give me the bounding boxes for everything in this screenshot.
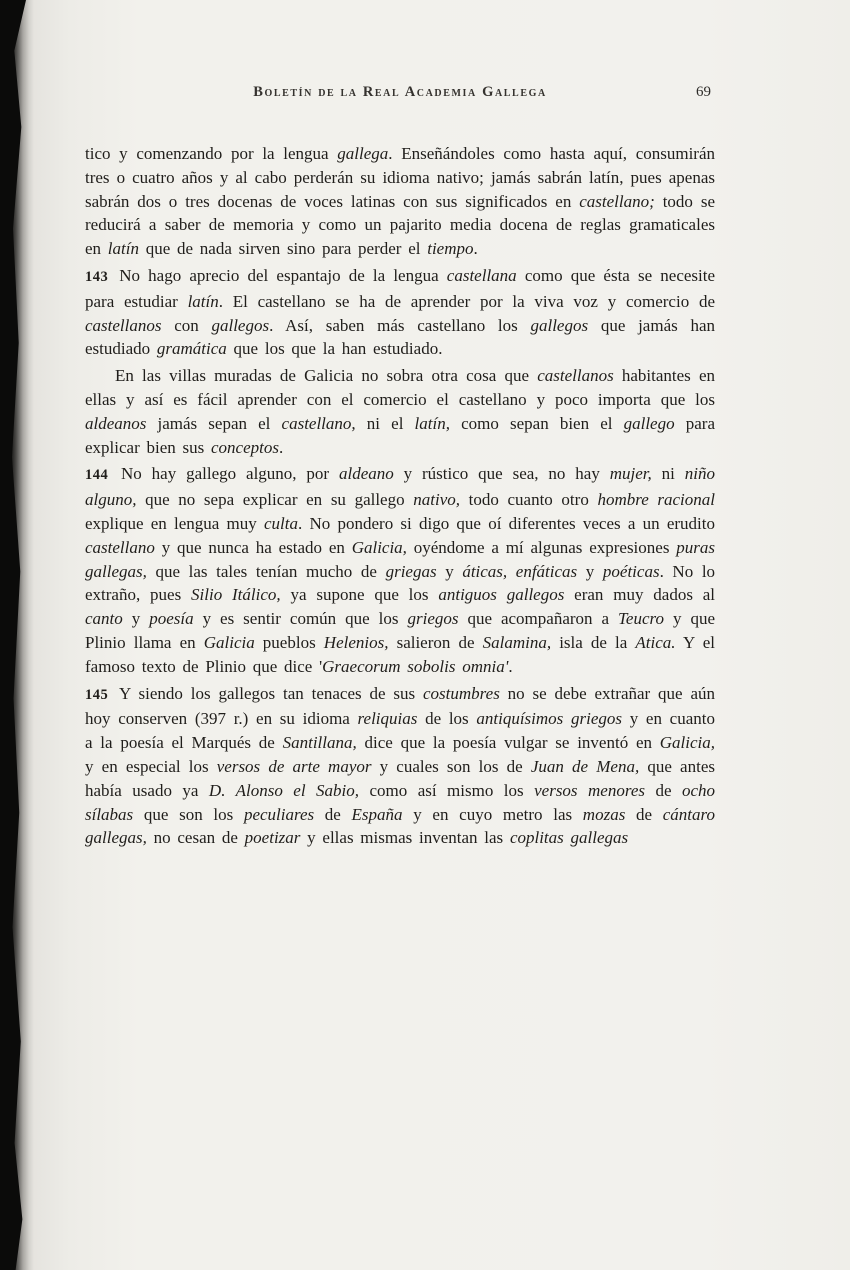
italic-text: niño alguno, <box>85 464 716 510</box>
body-text: isla de la <box>551 632 636 652</box>
italic-text: castellana <box>446 265 517 285</box>
body-text: explique en lengua muy <box>85 513 265 533</box>
italic-text: peculiares <box>243 804 315 824</box>
body-text: . <box>278 437 284 457</box>
italic-text: nativo, <box>413 490 460 510</box>
body-text: pueblos <box>254 632 324 652</box>
body-text: salieron de <box>388 632 483 652</box>
body-text: jamás sepan el <box>146 413 282 433</box>
italic-text: griegos <box>407 609 459 629</box>
italic-text: conceptos <box>211 437 279 457</box>
body-text: para explicar bien sus <box>85 413 715 457</box>
body-text: y <box>436 561 463 581</box>
body-text: como sepan bien el <box>449 413 624 433</box>
body-text: ya supone que los <box>280 585 439 605</box>
paragraph-number: 143 <box>85 268 117 285</box>
italic-text: gallego <box>623 413 675 433</box>
body-text: ni <box>651 464 685 484</box>
paragraph-number: 144 <box>85 467 119 484</box>
paragraph-number: 145 <box>85 686 116 703</box>
body-text: . Enseñándoles como hasta aquí, consumirán tres o cuatro años y al cabo perderán su idioma nativo; jamás sabrán latín, pues apenas sabrán dos o tres docenas de voces latinas con sus significados en <box>85 144 716 211</box>
italic-text: cántaro gallegas, <box>85 804 715 848</box>
paragraph <box>85 364 715 459</box>
body-text: habitantes en ellas y así es fácil aprender con el comercio el castellano y poco importa que los <box>85 366 715 409</box>
italic-text: antiguos gallegos <box>438 585 565 605</box>
body-text: que acompañaron a <box>458 609 619 629</box>
italic-text: aldeanos <box>85 413 147 433</box>
page-body <box>85 142 715 850</box>
italic-text: hombre racional <box>597 490 715 510</box>
body-text: de <box>314 804 352 824</box>
italic-text: Galicia, <box>351 537 407 557</box>
body-text: que no sepa explicar en su gallego <box>136 490 414 510</box>
italic-text: castellano, <box>281 413 356 433</box>
italic-text: castellanos <box>85 315 162 335</box>
italic-text: canto <box>85 609 123 629</box>
italic-text: Teucro <box>618 609 665 629</box>
italic-text: poesía <box>149 609 194 629</box>
body-text: y en cuanto a la poesía el Marqués de <box>85 709 716 753</box>
body-text: y en cuyo metro las <box>402 804 583 824</box>
italic-text: gallegos <box>211 315 270 335</box>
italic-text: castellano; <box>579 191 655 211</box>
body-text: . Así, saben más castellano los <box>269 315 531 335</box>
italic-text: Graecorum sobolis omnia' <box>322 656 509 676</box>
body-text: que son los <box>133 804 244 824</box>
body-text: de <box>644 780 682 800</box>
body-text: . <box>473 239 478 259</box>
body-text: y cuales son los de <box>371 756 531 776</box>
body-text: En las villas muradas de Galicia no sobra otra cosa que <box>115 366 538 386</box>
italic-text: Juan de Mena, <box>530 756 640 776</box>
body-text: que antes había usado ya <box>85 756 715 800</box>
paragraph <box>85 462 715 678</box>
body-text: eran muy dados al <box>564 585 716 605</box>
body-text: y rústico que sea, no hay <box>393 464 610 484</box>
body-text: y en especial los <box>85 756 217 776</box>
paragraph <box>85 142 715 261</box>
italic-text: costumbres <box>423 683 500 703</box>
body-text: tico y comenzando por la lengua <box>85 144 338 163</box>
page-number: 69 <box>696 84 711 100</box>
body-text: ni el <box>355 413 415 433</box>
italic-text: coplitas gallegas <box>509 828 629 848</box>
italic-text: áticas, enfáticas <box>462 561 578 581</box>
italic-text: latín, <box>414 413 450 433</box>
body-text: dice que la poesía vulgar se inventó en <box>356 733 660 753</box>
italic-text: mujer, <box>609 464 652 484</box>
body-text: como que ésta se necesite para estudiar <box>85 265 716 311</box>
italic-text: Silio Itálico, <box>191 585 281 605</box>
body-text: Y el famoso texto de Plinio que dice ' <box>85 632 716 676</box>
italic-text: Galicia, <box>659 733 716 753</box>
italic-text: aldeano <box>338 464 394 484</box>
paragraph <box>85 264 715 361</box>
body-text: Y siendo los gallegos tan tenaces de sus <box>119 683 423 703</box>
body-text: . No lo extraño, pues <box>85 561 716 605</box>
body-text: no se debe extrañar que aún hoy conserven (397 r.) en su idioma <box>85 683 716 729</box>
italic-text: castellano <box>85 537 155 557</box>
italic-text: gramática <box>156 339 227 359</box>
body-text: que jamás han estudiado <box>85 315 715 359</box>
italic-text: Galicia <box>203 632 255 652</box>
italic-text: poéticas <box>602 561 660 581</box>
body-text: no cesan de <box>146 828 245 848</box>
body-text: como así mismo los <box>359 780 535 800</box>
running-header <box>85 84 715 106</box>
body-text: y es sentir común que los <box>193 609 408 629</box>
body-text: . El castellano se ha de aprender por la viva voz y comercio de <box>218 291 715 311</box>
body-text: y que nunca ha estado en <box>154 537 352 557</box>
body-text: No hay gallego alguno, por <box>121 464 339 484</box>
italic-text: gallega <box>337 144 389 163</box>
italic-text: tiempo <box>427 239 474 259</box>
body-text: de los <box>417 709 477 729</box>
body-text: que de nada sirven sino para perder el <box>138 239 428 259</box>
italic-text: reliquias <box>357 709 418 729</box>
body-text: y ellas mismas inventan las <box>300 828 510 848</box>
italic-text: D. Alonso el Sabio, <box>208 780 359 800</box>
italic-text: versos de arte mayor <box>216 756 372 776</box>
body-text: que las tales tenían mucho de <box>146 561 386 581</box>
italic-text: mozas <box>582 804 626 824</box>
italic-text: latín <box>187 291 219 311</box>
italic-text: poetizar <box>244 828 301 848</box>
journal-title: Boletín de la Real Academia Gallega <box>253 84 547 100</box>
body-text: . <box>508 656 513 676</box>
body-text: oyéndome a mí algunas expresiones <box>406 537 677 557</box>
italic-text: Santillana, <box>282 733 357 753</box>
book-binding-shadow <box>0 0 34 1270</box>
body-text: de <box>625 804 663 824</box>
body-text: y <box>122 609 150 629</box>
italic-text: culta <box>264 513 299 533</box>
italic-text: latín <box>107 239 139 259</box>
italic-text: griegas <box>385 561 437 581</box>
italic-text: España <box>351 804 403 824</box>
italic-text: Atica. <box>635 632 676 652</box>
body-text: No hago aprecio del espantajo de la lengua <box>119 265 447 285</box>
body-text: con <box>161 315 212 335</box>
italic-text: puras gallegas, <box>85 537 715 581</box>
body-text: que los que la han estudiado. <box>226 339 443 359</box>
italic-text: Helenios, <box>323 632 389 652</box>
body-text: todo se reducirá a saber de memoria y como un pajarito media docena de reglas gramaticales en <box>85 191 715 259</box>
body-text: y que Plinio llama en <box>85 609 715 652</box>
paragraph <box>85 682 715 851</box>
body-text: todo cuanto otro <box>460 490 598 510</box>
italic-text: gallegos <box>530 315 589 335</box>
italic-text: antiquísimos griegos <box>476 709 623 729</box>
italic-text: castellanos <box>537 366 614 386</box>
italic-text: Salamina, <box>482 632 552 652</box>
italic-text: versos menores <box>534 780 645 800</box>
page-content <box>85 84 715 853</box>
body-text: . No pondero si digo que oí diferentes veces a un erudito <box>298 513 715 533</box>
italic-text: ocho sílabas <box>85 780 716 824</box>
body-text: y <box>577 561 603 581</box>
